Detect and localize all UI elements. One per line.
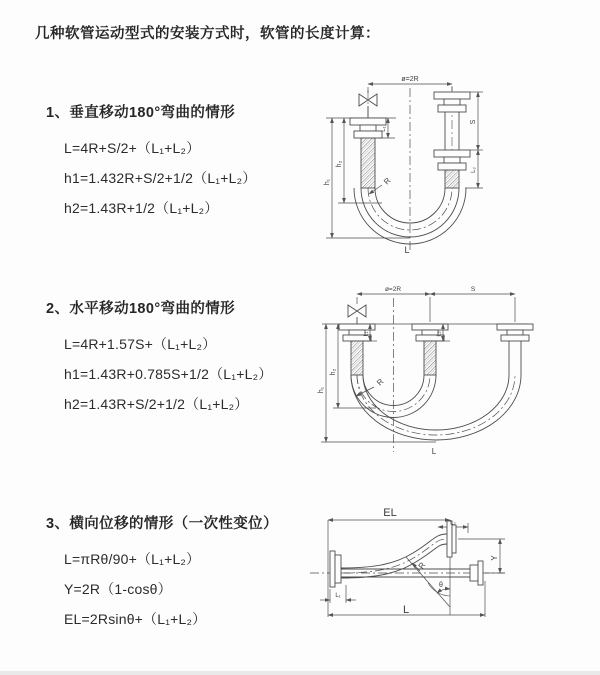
u-bend-arcs-position2: [351, 375, 521, 440]
label-h1: h₁: [318, 386, 325, 394]
middle-flange: [412, 324, 448, 341]
braided-hose-left: [361, 138, 375, 188]
formula-EL: EL=2Rsinθ+（L₁+L₂）: [64, 611, 207, 627]
page-bottom-edge: [0, 671, 600, 675]
label-h1: h₁: [324, 178, 331, 186]
section-heading: 3、横向位移的情形（一次性变位）: [46, 516, 278, 532]
page-title: 几种软管运动型式的安装方式时，软管的长度计算：: [35, 26, 380, 42]
formula-L: L=4R+S/2+（L₁+L₂）: [64, 140, 201, 156]
label-length: L: [431, 447, 437, 456]
label-r: R: [375, 377, 386, 388]
label-l1: L₁: [363, 331, 370, 337]
right-flange-lower: [470, 561, 483, 585]
label-l2: L₂: [436, 331, 443, 337]
formula-L: L=4R+1.57S+（L₁+L₂）: [64, 336, 217, 352]
section-vertical-180: [46, 101, 316, 223]
formula-h2: h2=1.43R+S/2+1/2（L₁+L₂）: [64, 396, 249, 412]
theta-angle: [406, 557, 450, 607]
label-s: S: [470, 119, 477, 125]
braided-hose-middle: [424, 341, 436, 375]
label-l1: L₁: [335, 593, 341, 599]
s-curve-hose: [341, 534, 447, 578]
right-flange-upper: [434, 92, 470, 112]
label-length: L: [404, 245, 410, 255]
diagram-vertical-180-u-bend: [310, 70, 600, 260]
label-l2: L₂: [471, 167, 477, 173]
section-heading: 1、垂直移动180°弯曲的情形: [46, 105, 236, 121]
formula-L: L=πRθ/90+（L₁+L₂）: [64, 551, 201, 567]
right-flange-lower: [434, 150, 470, 170]
label-length: L: [402, 604, 410, 616]
label-l1: L₁: [381, 126, 387, 132]
label-el: EL: [383, 507, 397, 519]
braided-hose-right: [445, 170, 459, 188]
label-theta: θ: [439, 582, 443, 589]
right-flange: [497, 324, 533, 341]
dim-span-2r: [357, 294, 515, 322]
label-h2: h₂: [330, 368, 337, 376]
label-y: Y: [490, 555, 499, 561]
braided-hose-left: [351, 341, 363, 375]
formula-h2: h2=1.43R+1/2（L₁+L₂）: [64, 200, 219, 216]
label-r: R: [416, 560, 428, 571]
diagram-lateral-displacement: [300, 495, 600, 650]
formula-h1: h1=1.43R+0.785S+1/2（L₁+L₂）: [64, 366, 273, 382]
valve-icon: [348, 305, 366, 324]
label-span-2r: ø=2R: [401, 76, 419, 83]
label-r: R: [382, 176, 393, 187]
left-flange: [339, 324, 375, 341]
section-lateral-displacement: [46, 512, 316, 634]
label-h2: h₂: [336, 160, 343, 168]
label-span-2r: ø=2R: [384, 286, 402, 293]
formula-Y: Y=2R（1-cosθ）: [64, 581, 172, 597]
formula-h1: h1=1.432R+S/2+1/2（L₁+L₂）: [64, 170, 257, 186]
diagram-horizontal-180-u-bend: [310, 282, 600, 462]
label-l2: L₂: [450, 520, 456, 527]
left-flange: [330, 551, 341, 587]
label-s: S: [470, 286, 476, 293]
section-horizontal-180: [46, 297, 316, 419]
section-heading: 2、水平移动180°弯曲的情形: [46, 301, 236, 317]
